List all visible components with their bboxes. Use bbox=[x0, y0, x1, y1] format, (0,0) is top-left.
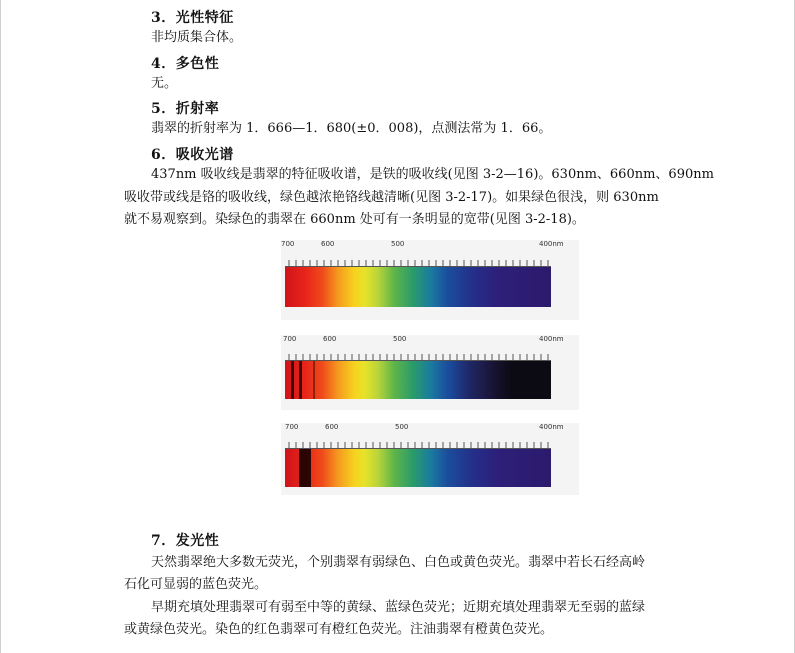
text-absorption-1: 437nm 吸收线是翡翠的特征吸收谱，是铁的吸收线(见图 3-2—16)。630nm、660nm、690nm bbox=[151, 167, 714, 182]
spectrum-3-label-400: 400nm bbox=[539, 423, 564, 431]
spectrum-1-label-600: 600 bbox=[321, 240, 335, 248]
text-absorption-2: 吸收带或线是铬的吸收线，绿色越浓艳铬线越清晰(见图 3-2-17)。如果绿色很浅，则 630nm bbox=[124, 190, 659, 205]
text-luminescence-4: 或黄绿色荧光。染色的红色翡翠可有橙红色荧光。注油翡翠有橙黄色荧光。 bbox=[124, 622, 554, 637]
spectrum-figure-3 bbox=[281, 423, 579, 495]
heading-absorption: 6．吸收光谱 bbox=[151, 147, 234, 163]
spectrum-3-label-700: 700 bbox=[285, 423, 299, 431]
spectrum-1-label-400: 400nm bbox=[539, 240, 564, 248]
spectrum-3-ruler bbox=[285, 436, 551, 448]
text-refractive-index: 翡翠的折射率为 1．666—1．680(±0．008)，点测法常为 1．66。 bbox=[151, 121, 552, 136]
spectrum-2-absorption-line-690 bbox=[291, 361, 294, 399]
spectrum-1-ruler bbox=[285, 254, 551, 266]
text-luminescence-1: 天然翡翠绝大多数无荧光，个别翡翠有弱绿色、白色或黄色荧光。翡翠中若长石经高岭 bbox=[151, 555, 646, 570]
text-luminescence-2: 石化可显弱的蓝色荧光。 bbox=[124, 577, 268, 592]
heading-optical: 3．光性特征 bbox=[151, 10, 234, 26]
heading-pleochroism: 4．多色性 bbox=[151, 56, 220, 72]
spectrum-2-label-600: 600 bbox=[323, 335, 337, 343]
spectrum-1-band bbox=[285, 267, 551, 307]
spectrum-figure-2 bbox=[281, 335, 579, 410]
spectrum-1-label-500: 500 bbox=[391, 240, 405, 248]
spectrum-2-absorption-line-660 bbox=[299, 361, 302, 399]
heading-luminescence: 7．发光性 bbox=[151, 533, 220, 549]
spectrum-2-band bbox=[285, 361, 551, 399]
spectrum-3-label-500: 500 bbox=[395, 423, 409, 431]
spectrum-2-label-400: 400nm bbox=[539, 335, 564, 343]
heading-refractive-index: 5．折射率 bbox=[151, 101, 220, 117]
spectrum-3-band bbox=[285, 449, 551, 487]
spectrum-2-label-500: 500 bbox=[393, 335, 407, 343]
spectrum-3-label-600: 600 bbox=[325, 423, 339, 431]
spectrum-2-absorption-line-630 bbox=[313, 361, 315, 399]
spectrum-3-absorption-band-660 bbox=[299, 449, 311, 487]
spectrum-2-ruler bbox=[285, 348, 551, 360]
text-pleochroism: 无。 bbox=[151, 76, 178, 91]
text-optical: 非均质集合体。 bbox=[151, 30, 243, 45]
spectrum-1-label-700: 700 bbox=[281, 240, 295, 248]
spectrum-2-label-700: 700 bbox=[283, 335, 297, 343]
text-luminescence-3: 早期充填处理翡翠可有弱至中等的黄绿、蓝绿色荧光；近期充填处理翡翠无至弱的蓝绿 bbox=[151, 600, 646, 615]
spectrum-figure-1 bbox=[281, 240, 579, 320]
text-absorption-3: 就不易观察到。染绿色的翡翠在 660nm 处可有一条明显的宽带(见图 3-2-18)。 bbox=[124, 212, 585, 227]
